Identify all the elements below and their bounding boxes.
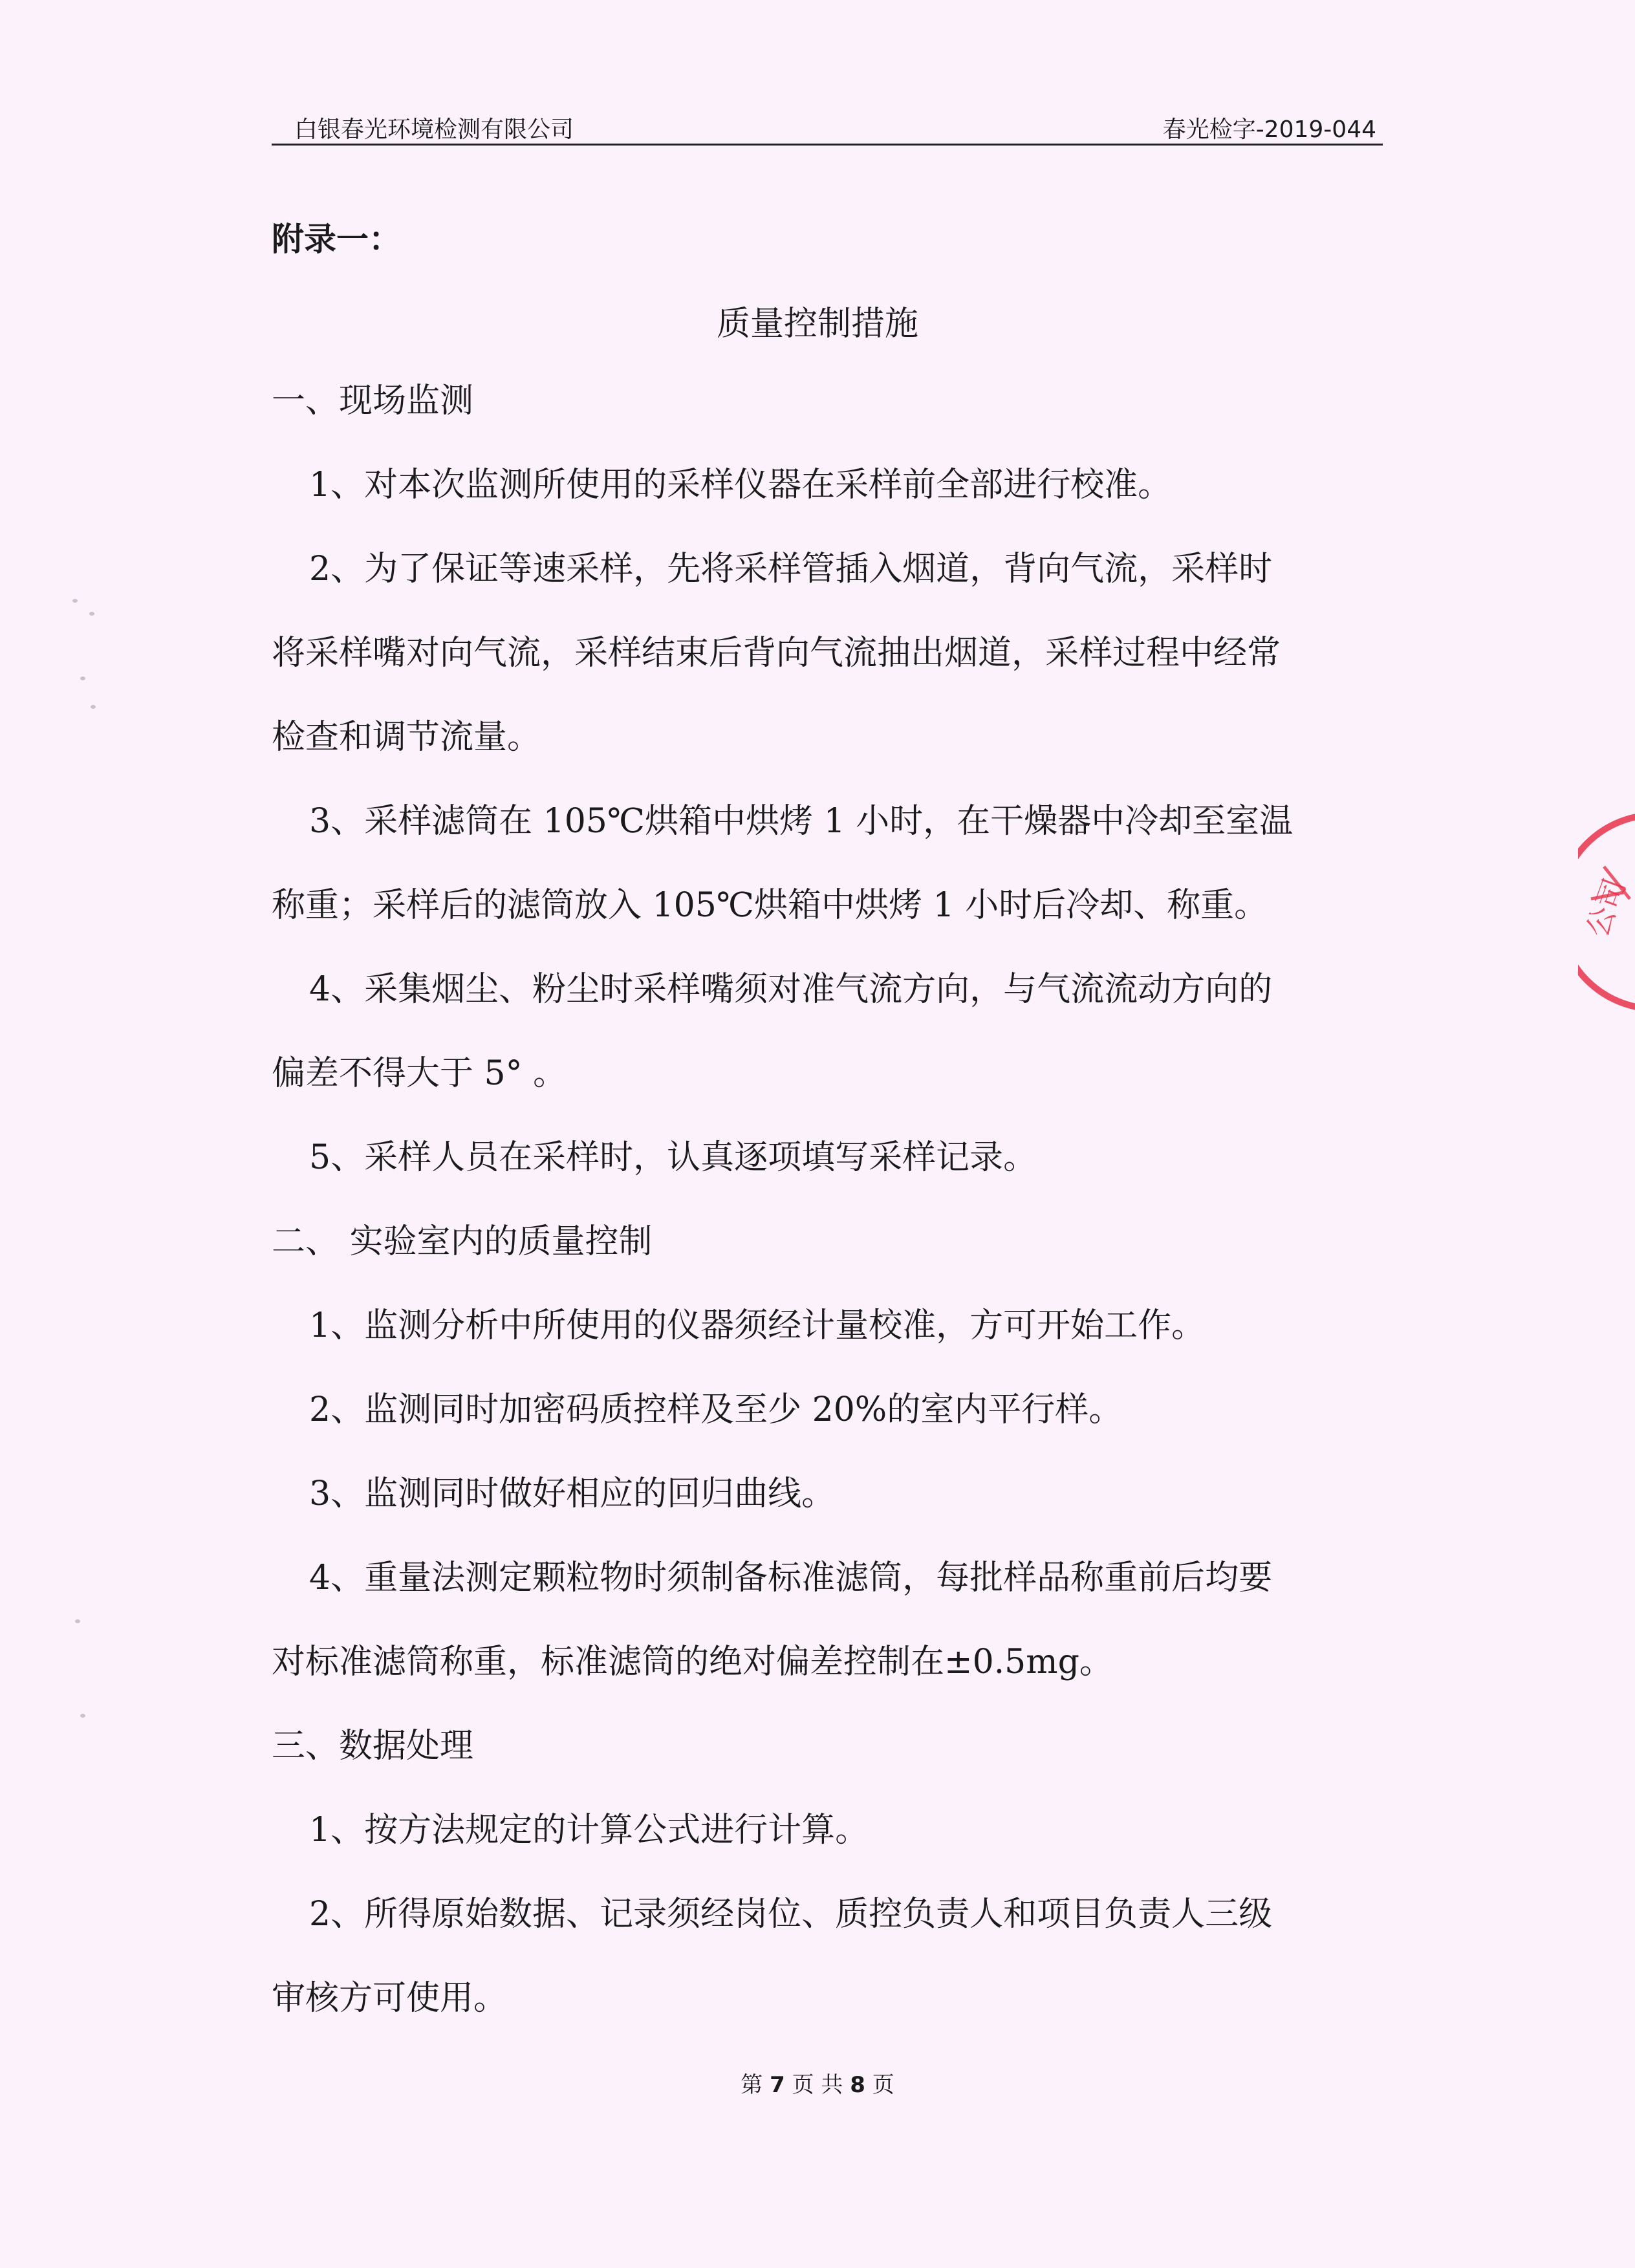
paragraph-line: 1、按方法规定的计算公式进行计算。 [309, 1811, 869, 1850]
footer-mid: 页 共 [792, 2072, 843, 2098]
paragraph-line: 将采样嘴对向气流，采样结束后背向气流抽出烟道，采样过程中经常 [272, 634, 1281, 673]
footer-prefix: 第 [741, 2072, 763, 2098]
paragraph-line: 偏差不得大于 5° 。 [272, 1054, 567, 1093]
paragraph-line: 检查和调节流量。 [272, 718, 541, 757]
scan-speck [89, 612, 94, 616]
paragraph-line: 4、采集烟尘、粉尘时采样嘴须对准气流方向，与气流流动方向的 [309, 970, 1273, 1009]
paragraph-line: 5、采样人员在采样时，认真逐项填写采样记录。 [309, 1138, 1037, 1177]
report-number: 春光检字-2019-044 [1162, 116, 1376, 143]
section-heading: 一、现场监测 [272, 382, 474, 420]
paragraph-line: 1、对本次监测所使用的采样仪器在采样前全部进行校准。 [309, 466, 1172, 504]
stamp-fragment-text: 公司 [1579, 874, 1633, 942]
scan-speck [91, 705, 96, 709]
paragraph-line: 2、所得原始数据、记录须经岗位、质控负责人和项目负责人三级 [309, 1895, 1273, 1934]
page-footer [0, 2067, 1635, 2099]
appendix-label: 附录一： [272, 220, 401, 258]
paragraph-line: 称重；采样后的滤筒放入 105℃烘箱中烘烤 1 小时后冷却、称重。 [272, 886, 1268, 925]
seal-stamp [1578, 808, 1635, 1015]
paragraph-line: 3、监测同时做好相应的回归曲线。 [309, 1474, 836, 1513]
paragraph-line: 审核方可使用。 [272, 1979, 508, 2018]
scan-speck [80, 1714, 85, 1718]
footer-suffix: 页 [872, 2072, 894, 2098]
section-heading: 二、 实验室内的质量控制 [272, 1222, 653, 1261]
scan-speck [80, 676, 85, 680]
paragraph-line: 1、监测分析中所使用的仪器须经计量校准，方可开始工作。 [309, 1306, 1206, 1345]
current-page-number: 7 [770, 2072, 785, 2098]
total-page-number: 8 [850, 2072, 865, 2098]
document-title: 质量控制措施 [716, 305, 918, 343]
paragraph-line: 3、采样滤筒在 105℃烘箱中烘烤 1 小时，在干燥器中冷却至室温 [309, 802, 1294, 841]
header-divider [272, 144, 1383, 146]
scan-speck [75, 1619, 80, 1623]
paragraph-line: 2、为了保证等速采样，先将采样管插入烟道，背向气流，采样时 [309, 550, 1273, 589]
section-heading: 三、数据处理 [272, 1727, 474, 1766]
scan-speck [72, 599, 78, 603]
paragraph-line: 对标准滤筒称重，标准滤筒的绝对偏差控制在±0.5mg。 [272, 1643, 1113, 1681]
paragraph-line: 4、重量法测定颗粒物时须制备标准滤筒，每批样品称重前后均要 [309, 1559, 1273, 1597]
paragraph-line: 2、监测同时加密码质控样及至少 20%的室内平行样。 [309, 1390, 1123, 1429]
company-name: 白银春光环境检测有限公司 [294, 116, 574, 143]
